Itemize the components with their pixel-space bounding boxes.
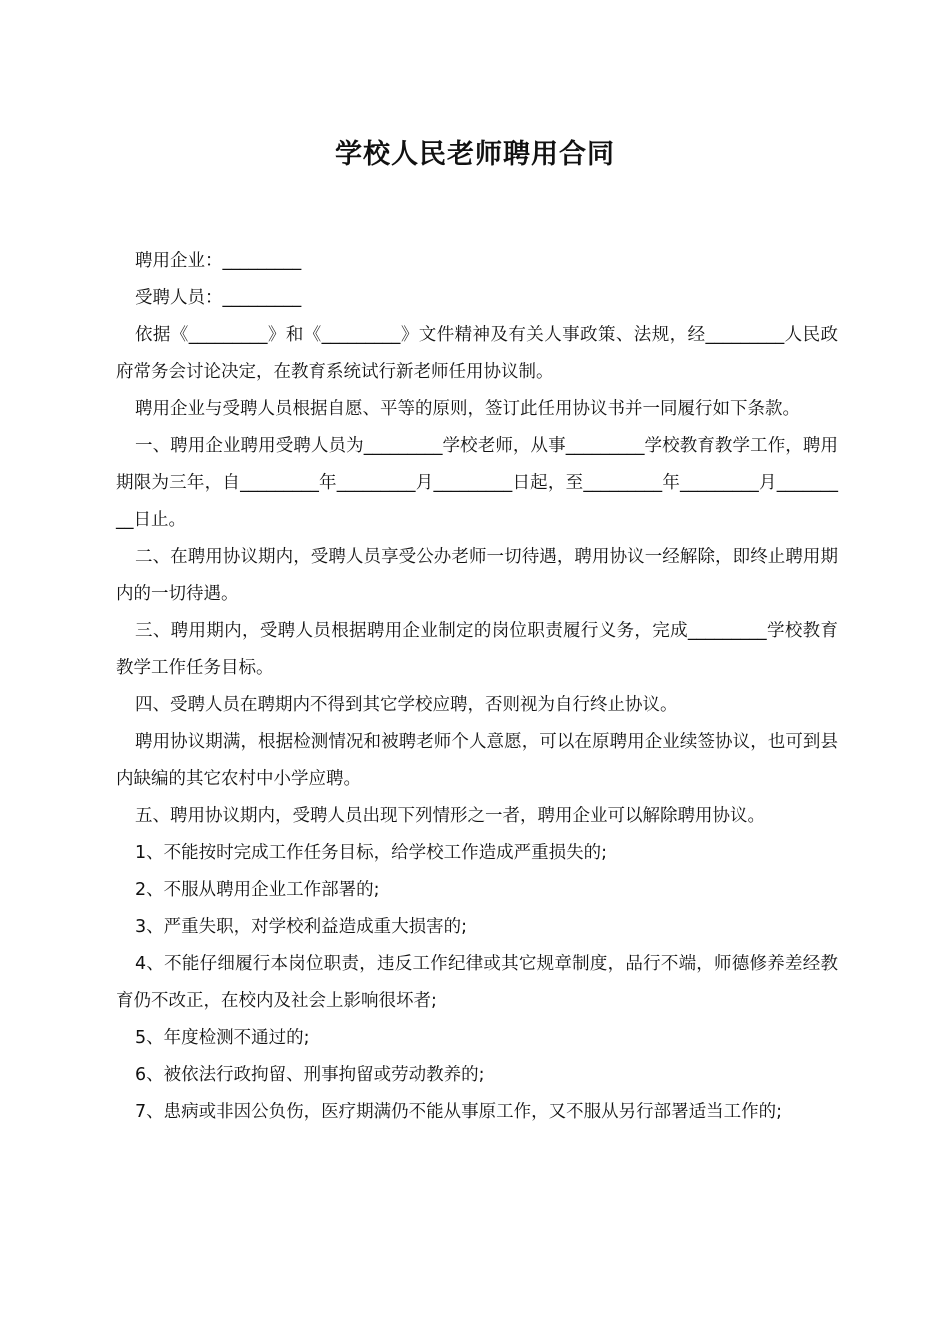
paragraph-employer: 聘用企业：_________ — [135, 251, 302, 271]
paragraph-clause-4: 四、受聘人员在聘期内不得到其它学校应聘，否则视为自行终止协议。 — [135, 695, 678, 715]
document-title: 学校人民老师聘用合同 — [335, 139, 615, 170]
list-item: 5、年度检测不通过的; — [135, 1028, 310, 1048]
paragraph-renewal: 聘用协议期满，根据检测情况和被聘老师个人意愿，可以在原聘用企业续签协议，也可到县内缺编的其它农村中小学应聘。 — [116, 732, 838, 789]
list-item: 2、不服从聘用企业工作部署的; — [135, 880, 380, 900]
paragraph-clause-3: 三、聘用期内，受聘人员根据聘用企业制定的岗位职责履行义务，完成_________学校教育教学工作任务目标。 — [116, 621, 838, 678]
paragraph-employee: 受聘人员：_________ — [135, 288, 302, 308]
paragraph-clause-5: 五、聘用协议期内，受聘人员出现下列情形之一者，聘用企业可以解除聘用协议。 — [135, 806, 765, 826]
paragraph-basis: 依据《_________》和《_________》文件精神及有关人事政策、法规，经_________人民政府常务会讨论决定，在教育系统试行新老师任用协议制。 — [116, 325, 838, 382]
paragraph-clause-2: 二、在聘用协议期内，受聘人员享受公办老师一切待遇，聘用协议一经解除，即终止聘用期内的一切待遇。 — [116, 547, 838, 604]
document-body — [116, 243, 838, 1131]
paragraph-principle: 聘用企业与受聘人员根据自愿、平等的原则，签订此任用协议书并一同履行如下条款。 — [135, 399, 800, 419]
list-item: 7、患病或非因公负伤，医疗期满仍不能从事原工作，又不服从另行部署适当工作的; — [135, 1102, 783, 1122]
list-item: 4、不能仔细履行本岗位职责，违反工作纪律或其它规章制度，品行不端，师德修养差经教育仍不改正，在校内及社会上影响很坏者; — [116, 954, 838, 1011]
list-item: 1、不能按时完成工作任务目标，给学校工作造成严重损失的; — [135, 843, 608, 863]
list-item: 6、被依法行政拘留、刑事拘留或劳动教养的; — [135, 1065, 485, 1085]
paragraph-clause-1: 一、聘用企业聘用受聘人员为_________学校老师，从事_________学校教育教学工作，聘用期限为三年，自_________年_________月_________日起，至_________年_________月_________日止。 — [116, 436, 838, 530]
list-item: 3、严重失职，对学校利益造成重大损害的; — [135, 917, 468, 937]
